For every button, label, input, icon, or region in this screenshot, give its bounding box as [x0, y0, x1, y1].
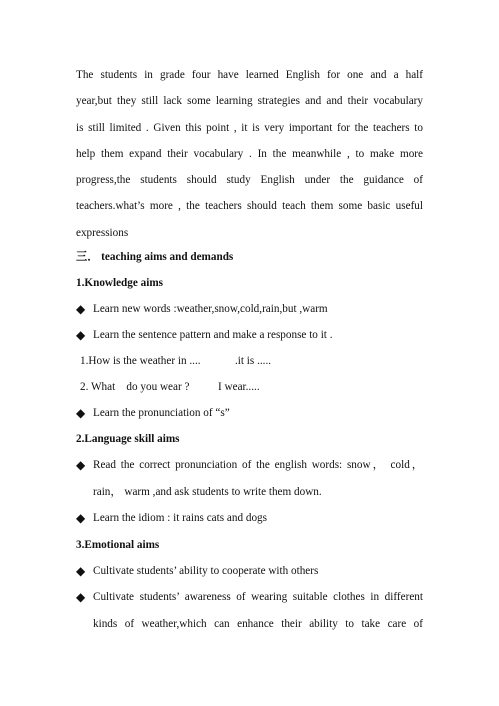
intro-line: The students in grade four have learned English for one and a half [76, 69, 423, 81]
bullet-text: Learn the sentence pattern and make a response to it . [93, 329, 333, 341]
list-item [76, 587, 423, 607]
emotional-aims-heading: 3.Emotional aims [76, 539, 160, 551]
bullet-text: Cultivate students’ awareness of wearing suitable clothes in different [93, 591, 423, 603]
diamond-bullet-icon: ◆ [76, 564, 86, 578]
list-item [76, 508, 423, 528]
list-item [76, 325, 423, 345]
sentence-pattern-question: 1.How is the weather in .... [80, 355, 201, 367]
sentence-pattern-answer: I wear..... [218, 381, 260, 393]
bullet-text: Cultivate students’ ability to cooperate with others [93, 565, 319, 577]
diamond-bullet-icon: ◆ [76, 328, 86, 342]
intro-line: is still limited . Given this point , it is very important for the teachers to [76, 121, 423, 134]
bullet-text: Learn the idiom : it rains cats and dogs [93, 512, 267, 524]
knowledge-aims-heading: 1.Knowledge aims [76, 277, 164, 289]
bullet-continuation: kinds of weather,which can enhance their ability to take care of [93, 618, 423, 630]
intro-line: progress,the students should study English under the guidance of [76, 174, 423, 187]
bullet-text: Learn the pronunciation of “s” [93, 407, 230, 419]
language-aims-heading: 2.Language skill aims [76, 433, 180, 445]
diamond-bullet-icon: ◆ [76, 458, 86, 472]
diamond-bullet-icon: ◆ [76, 590, 86, 604]
intro-line: expressions [76, 226, 129, 239]
list-item [76, 299, 423, 319]
bullet-continuation: rain， warm ,and ask students to write them down. [93, 486, 322, 498]
intro-line: help them expand their vocabulary . In the meanwhile , to make more [76, 147, 423, 160]
bullet-text: Read the correct pronunciation of the english words: snow， cold， [93, 459, 423, 471]
intro-line: year,but they still lack some learning strategies and and their vocabulary [76, 95, 423, 108]
diamond-bullet-icon: ◆ [76, 302, 86, 316]
intro-line: teachers.what’s more , the teachers should teach them some basic useful [76, 200, 423, 213]
list-item [76, 455, 423, 475]
bullet-text: Learn new words :weather,snow,cold,rain,but ,warm [93, 303, 328, 315]
list-item [76, 561, 423, 581]
diamond-bullet-icon: ◆ [76, 511, 86, 525]
intro-paragraph [76, 62, 423, 246]
diamond-bullet-icon: ◆ [76, 406, 86, 420]
list-item [76, 403, 423, 423]
sentence-pattern-question: 2. What do you wear ? [80, 381, 190, 393]
sentence-pattern-answer: .it is ..... [235, 355, 272, 367]
section-title: 三． teaching aims and demands [76, 251, 234, 263]
